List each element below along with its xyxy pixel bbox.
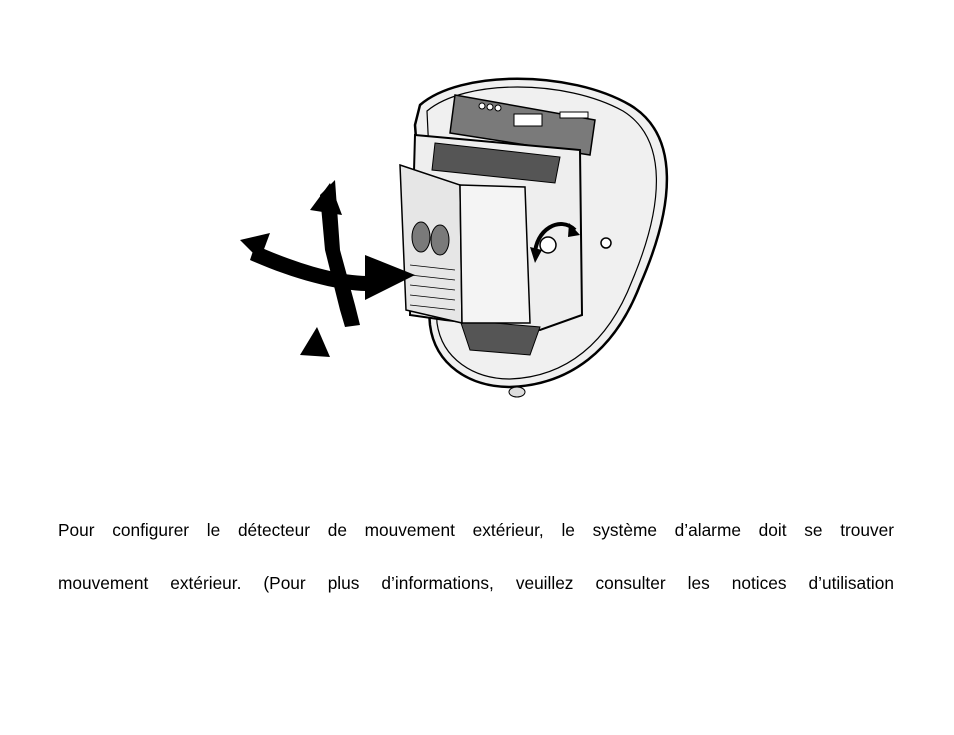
movement-arrows <box>240 180 415 357</box>
paragraph-line-1: Pour configurer le détecteur de mouvement extérieur, le système d’alarme doit se trouver <box>58 520 894 540</box>
paragraph-line-2: mouvement extérieur. (Pour plus d’informations, veuillez consulter les notices d’utilisation <box>58 573 894 593</box>
motion-detector-illustration <box>230 65 690 410</box>
